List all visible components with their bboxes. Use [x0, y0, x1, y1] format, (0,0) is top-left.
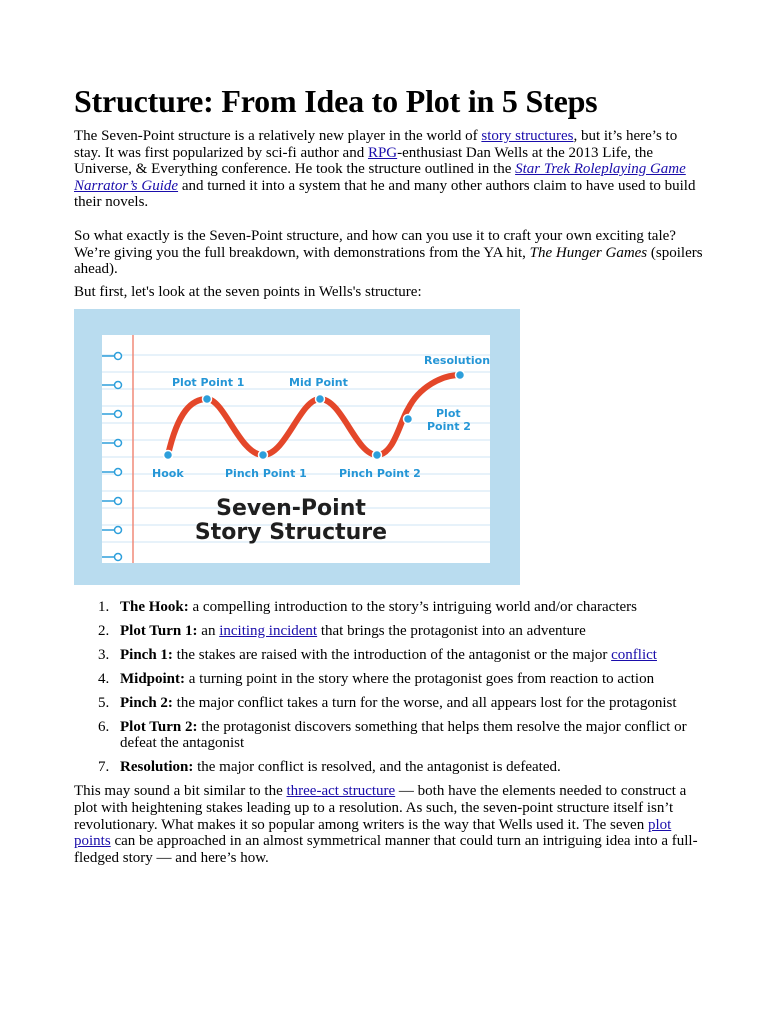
three-act-structure-link[interactable]: three-act structure — [286, 783, 396, 800]
pinch-point-1-point — [259, 451, 268, 460]
diagram-heading-line2: Story Structure — [194, 520, 388, 546]
hook-label: Hook — [152, 467, 184, 481]
pinch-point-1-label: Pinch Point 1 — [225, 467, 307, 481]
hook-point — [164, 451, 173, 460]
inciting-incident-link[interactable]: inciting incident — [219, 623, 318, 640]
rpg-link[interactable]: RPG — [367, 144, 398, 161]
intro-paragraph: The Seven-Point structure is a relatively new player in the world of story structures, but it’s here’s to stay. It was first popularized by sci-fi author and RPG-enthusiast Dan Wells at the 2013 Life, the Universe, & Everything conference. He took the structure outlined in the Star Trek Roleplaying Game Narrator’s Guide and turned it into a system that he and many other authors claim to have used to build their novels. — [74, 128, 696, 211]
list-item: 4. Midpoint: a turning point in the story where the protagonist goes from reaction to action — [98, 671, 655, 688]
seven-points-list — [74, 599, 704, 775]
plot-point-2-point — [404, 415, 413, 424]
plot-point-1-label: Plot Point 1 — [172, 376, 245, 390]
list-item: 1. The Hook: a compelling introduction to the story’s intriguing world and/or characters — [98, 599, 637, 616]
plot-point-2-label-line1: Plot — [436, 407, 461, 421]
resolution-label: Resolution — [424, 354, 491, 368]
article — [74, 84, 704, 866]
narrators-guide-link[interactable]: Star Trek Roleplaying Game Narrator’s Guide — [74, 161, 686, 194]
plot-point-2-label-line2: Point 2 — [427, 420, 471, 434]
conclusion-paragraph: This may sound a bit similar to the three-act structure — both have the elements needed to construct a plot with heightening stakes leading up to a resolution. As such, the seven-point structure itself isn’t revolutionary. What makes it so popular among writers is the way that Wells used it. The seven plot points can be approached in an almost symmetrical manner that could turn an intriguing idea into a full-fledged story — and here’s how. — [74, 783, 698, 866]
resolution-point — [456, 371, 465, 380]
pinch-point-2-point — [373, 451, 382, 460]
mid-point-point — [316, 395, 325, 404]
pinch-point-2-label: Pinch Point 2 — [339, 467, 421, 481]
list-item: 2. Plot Turn 1: an inciting incident that brings the protagonist into an adventure — [98, 623, 586, 640]
seven-point-diagram — [74, 309, 520, 585]
seven-points-intro: But first, let's look at the seven points in Wells's structure: — [74, 283, 422, 300]
list-item: 5. Pinch 2: the major conflict takes a turn for the worse, and all appears lost for the protagonist — [98, 695, 677, 712]
diagram-heading-line1: Seven-Point — [216, 496, 366, 522]
mid-point-label: Mid Point — [289, 376, 348, 390]
conflict-link[interactable]: conflict — [611, 647, 657, 664]
list-item: 3. Pinch 1: the stakes are raised with the introduction of the antagonist or the major conflict — [98, 647, 657, 664]
breakdown-paragraph: So what exactly is the Seven-Point structure, and how can you use it to craft your own exciting tale? We’re giving you the full breakdown, with demonstrations from the YA hit, The Hunger Games (spoilers ahead). — [74, 227, 703, 278]
story-structures-link[interactable]: story structures — [481, 128, 574, 144]
list-item: 7. Resolution: the major conflict is resolved, and the antagonist is defeated. — [98, 759, 561, 776]
plot-point-1-point — [203, 395, 212, 404]
plot-points-link[interactable]: plot points — [74, 816, 672, 850]
list-item: 6. Plot Turn 2: the protagonist discovers something that helps them resolve the major conflict or defeat the antagonist — [98, 719, 687, 752]
page-title: Structure: From Idea to Plot in 5 Steps — [74, 83, 598, 119]
diagram-svg — [74, 309, 520, 585]
